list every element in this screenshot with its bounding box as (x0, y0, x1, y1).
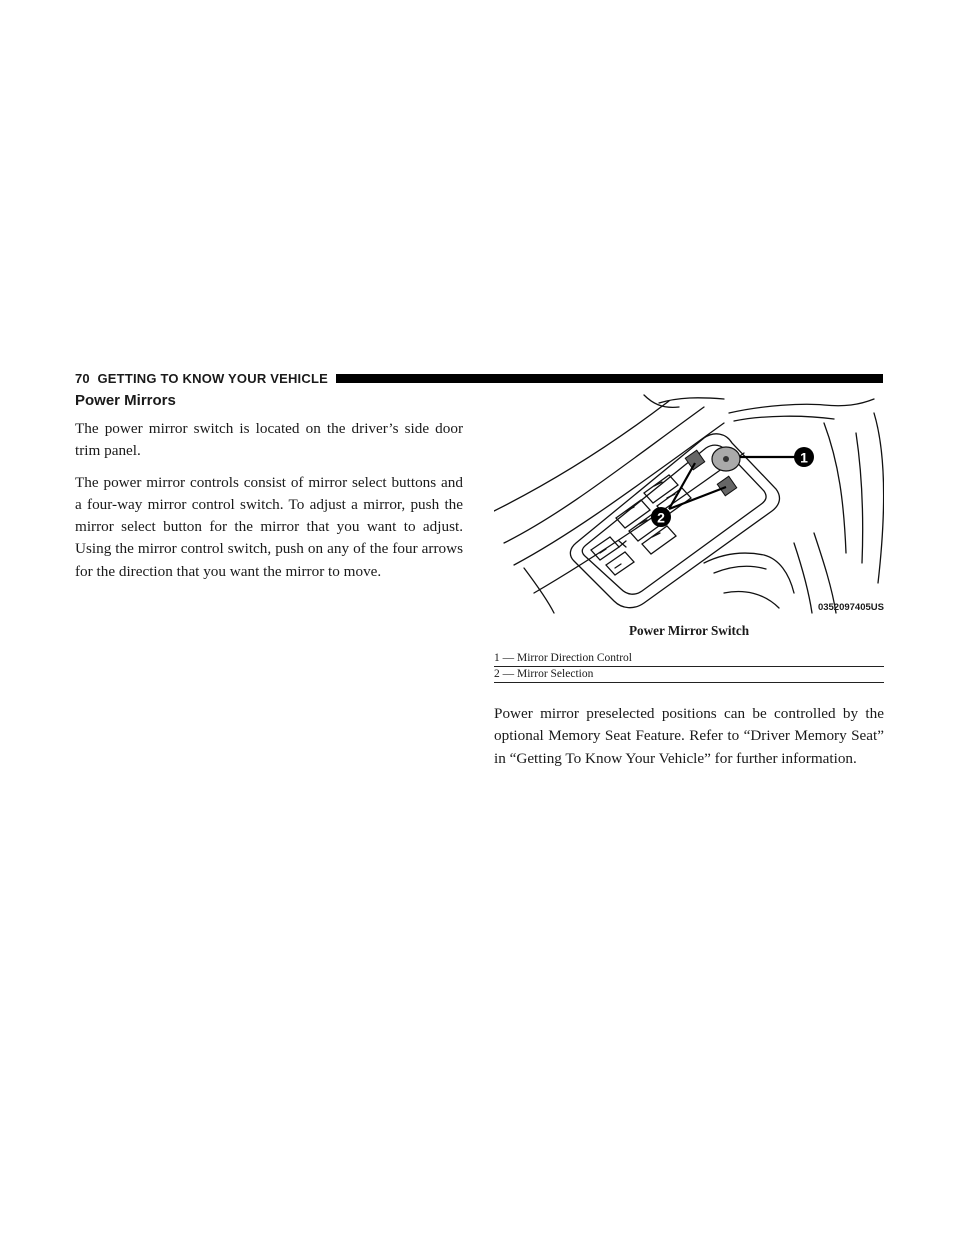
legend-item: 1 — Mirror Direction Control (494, 652, 632, 664)
legend-divider (494, 682, 884, 683)
paragraph: The power mirror controls consist of mirror select buttons and a four-way mirror control switch. To adjust a mirror, push the mirror select button for the mirror that you want to adjust. Using the mirror control switch, push on any of the four arrows for the direction that you want the mirror to move. (75, 473, 463, 580)
paragraph: The power mirror switch is located on the driver’s side door trim panel. (75, 420, 463, 460)
page-header (75, 370, 883, 386)
power-mirror-switch-illustration (494, 393, 884, 615)
page-number: 70 (75, 370, 90, 386)
door-panel-drawing (494, 393, 884, 615)
callout-1: 1 (800, 449, 808, 466)
figure-code: 0352097405US (817, 602, 884, 613)
legend-item: 2 — Mirror Selection (494, 668, 594, 680)
section-title: Power Mirrors (75, 392, 176, 409)
figure-caption: Power Mirror Switch (628, 623, 750, 638)
header-section-title: GETTING TO KNOW YOUR VEHICLE (97, 370, 328, 386)
paragraph: Power mirror preselected positions can be controlled by the optional Memory Seat Feature. Refer to “Driver Memory Seat” in “Getting To Know Your Vehicle” for further information. (494, 705, 884, 767)
figure-legend (494, 651, 884, 683)
callout-2: 2 (657, 509, 665, 526)
left-column (75, 418, 463, 592)
page-header-text (75, 371, 328, 386)
header-rule (336, 374, 883, 383)
right-column (494, 703, 884, 779)
